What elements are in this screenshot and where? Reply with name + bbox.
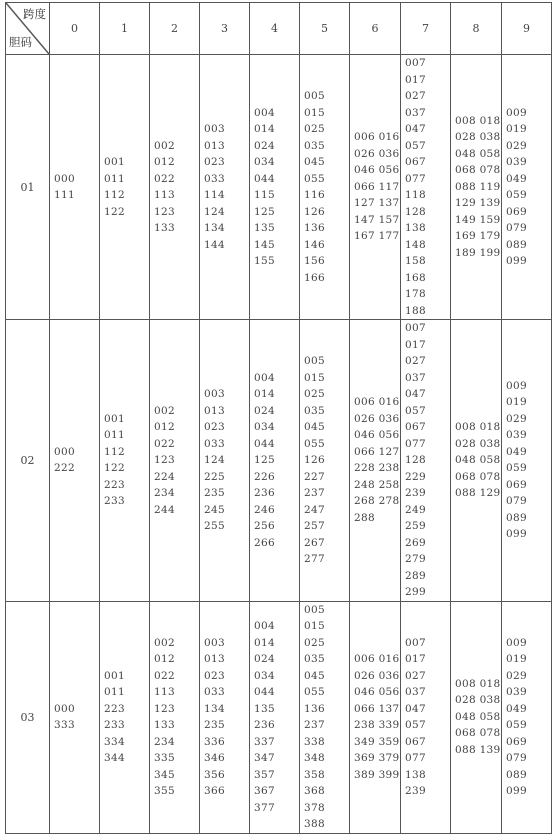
combination-line: 044 115 xyxy=(254,172,275,201)
combination-line: 257 267 xyxy=(304,520,325,549)
combination-line: 088 129 xyxy=(455,487,501,499)
combination-line: 235 245 xyxy=(204,487,225,516)
combination-line: 338 348 xyxy=(304,735,325,764)
combination-cell xyxy=(350,55,401,320)
combination-line: 124 225 xyxy=(204,454,225,483)
combination-line: 378 388 xyxy=(304,801,325,830)
combination-cell xyxy=(451,55,502,320)
combination-line: 004 014 xyxy=(254,371,275,400)
combination-line: 048 058 xyxy=(455,147,501,160)
combination-line: 356 366 xyxy=(204,768,225,797)
combination-line: 158 168 xyxy=(405,255,426,284)
combination-cell xyxy=(200,55,250,320)
combination-line: 369 379 xyxy=(354,752,400,764)
combination-line: 129 139 xyxy=(455,197,501,210)
combination-cell xyxy=(100,601,150,833)
span-dan-table xyxy=(5,2,552,834)
combination-line: 045 055 xyxy=(304,156,325,185)
combination-line: 088 139 xyxy=(455,743,501,756)
combination-cell xyxy=(300,320,350,602)
combination-cell xyxy=(502,320,552,602)
combination-line: 112 122 xyxy=(104,445,125,475)
dan-axis-label: 胆码 xyxy=(9,35,32,49)
combination-line: 025 035 xyxy=(304,388,325,417)
combination-line: 066 117 xyxy=(354,180,400,193)
combination-line: 023 033 xyxy=(204,669,225,698)
combination-line: 000 333 xyxy=(54,702,75,731)
combination-cell xyxy=(350,601,401,833)
combination-line: 029 039 xyxy=(506,412,527,442)
combination-cell xyxy=(100,320,150,602)
combination-line: 009 019 xyxy=(506,106,527,135)
combination-line: 001 011 xyxy=(104,669,125,698)
combination-line: 089 099 xyxy=(506,238,527,267)
span-axis-label: 跨度 xyxy=(23,7,46,21)
combination-line: 145 155 xyxy=(254,238,275,267)
combination-line: 367 377 xyxy=(254,785,275,814)
corner-header-cell xyxy=(6,3,50,55)
combination-line: 248 258 xyxy=(354,478,400,491)
combination-line: 347 357 xyxy=(254,752,275,781)
combination-line: 089 099 xyxy=(506,768,527,797)
combination-line: 047 057 xyxy=(405,388,426,417)
combination-line: 022 113 xyxy=(154,669,175,698)
combination-line: 234 335 xyxy=(154,735,175,764)
combination-line: 048 058 xyxy=(455,454,501,466)
combination-line: 008 018 xyxy=(455,677,501,690)
combination-line: 136 237 xyxy=(304,702,325,731)
combination-cell xyxy=(250,601,300,833)
span-header: 8 xyxy=(451,3,502,55)
combination-cell xyxy=(200,601,250,833)
combination-cell xyxy=(401,601,451,833)
combination-line: 149 159 xyxy=(455,213,501,226)
combination-line: 023 033 xyxy=(204,421,225,450)
combination-cell xyxy=(401,55,451,320)
combination-line: 255 xyxy=(204,520,225,532)
combination-line: 189 199 xyxy=(455,246,501,259)
combination-line: 239 249 xyxy=(405,487,426,516)
combination-cell xyxy=(150,320,200,602)
combination-cell xyxy=(401,320,451,602)
combination-line: 029 039 xyxy=(506,139,527,168)
combination-line: 138 148 xyxy=(405,222,426,251)
combination-cell xyxy=(50,55,100,320)
combination-line: 238 339 xyxy=(354,719,400,731)
combination-line: 068 078 xyxy=(455,164,501,177)
combination-line: 049 059 xyxy=(506,445,527,475)
combination-line: 003 013 xyxy=(204,123,225,152)
combination-line: 024 034 xyxy=(254,653,275,682)
combination-line: 006 016 xyxy=(354,131,400,144)
span-header: 6 xyxy=(350,3,401,55)
combination-line: 025 035 xyxy=(304,636,325,665)
combination-cell xyxy=(451,601,502,833)
combination-line: 068 078 xyxy=(455,727,501,740)
combination-line: 028 038 xyxy=(455,131,501,144)
combination-cell xyxy=(451,320,502,602)
combination-cell xyxy=(50,320,100,602)
combination-line: 126 227 xyxy=(304,454,325,483)
combination-line: 134 235 xyxy=(204,702,225,731)
combination-line: 279 289 xyxy=(405,553,426,582)
combination-line: 067 077 xyxy=(405,421,426,450)
combination-line: 244 xyxy=(154,503,175,516)
combination-line: 007 017 xyxy=(405,636,426,665)
span-header: 4 xyxy=(250,3,300,55)
combination-line: 048 058 xyxy=(455,710,501,723)
header-row xyxy=(6,3,552,55)
combination-line: 024 034 xyxy=(254,404,275,433)
combination-line: 069 079 xyxy=(506,478,527,508)
combination-line: 389 399 xyxy=(354,768,400,781)
combination-line: 066 137 xyxy=(354,702,400,715)
combination-cell xyxy=(150,601,200,833)
combination-cell xyxy=(350,320,401,602)
combination-line: 022 113 xyxy=(154,172,175,201)
combination-line: 024 034 xyxy=(254,139,275,168)
combination-line: 223 233 xyxy=(104,702,125,731)
combination-line: 028 038 xyxy=(455,694,501,707)
combination-line: 007 017 xyxy=(405,57,426,86)
span-header: 3 xyxy=(200,3,250,55)
combination-line: 089 099 xyxy=(506,511,527,541)
dan-row xyxy=(6,55,552,320)
combination-line: 005 015 xyxy=(304,90,325,119)
combination-line: 169 179 xyxy=(455,230,501,243)
dan-row-header: 03 xyxy=(6,601,50,833)
combination-line: 002 012 xyxy=(154,139,175,168)
combination-line: 027 037 xyxy=(405,90,426,119)
combination-line: 005 015 xyxy=(304,355,325,384)
combination-line: 114 124 xyxy=(204,189,225,218)
combination-line: 123 133 xyxy=(154,702,175,731)
dan-row-header: 01 xyxy=(6,55,50,320)
combination-line: 068 078 xyxy=(455,470,501,483)
combination-line: 147 157 xyxy=(354,213,400,226)
combination-line: 025 035 xyxy=(304,123,325,152)
combination-line: 128 229 xyxy=(405,454,426,483)
combination-line: 001 011 xyxy=(104,412,125,442)
combination-line: 334 344 xyxy=(104,735,125,764)
combination-line: 008 018 xyxy=(455,421,501,433)
combination-line: 049 059 xyxy=(506,702,527,731)
combination-line: 044 125 xyxy=(254,437,275,466)
combination-line: 047 057 xyxy=(405,123,426,152)
combination-line: 000 222 xyxy=(54,445,75,475)
combination-line: 069 079 xyxy=(506,205,527,234)
combination-line: 029 039 xyxy=(506,669,527,698)
combination-line: 358 368 xyxy=(304,768,325,797)
dan-row xyxy=(6,601,552,833)
combination-line: 259 269 xyxy=(405,520,426,549)
combination-line: 000 111 xyxy=(54,172,75,201)
combination-line: 345 355 xyxy=(154,768,175,797)
combination-line: 349 359 xyxy=(354,735,400,748)
combination-cell xyxy=(250,320,300,602)
combination-line: 246 256 xyxy=(254,503,275,532)
span-header: 1 xyxy=(100,3,150,55)
span-header: 5 xyxy=(300,3,350,55)
combination-cell xyxy=(150,55,200,320)
combination-line: 178 188 xyxy=(405,288,426,317)
combination-line: 002 012 xyxy=(154,404,175,433)
combination-line: 044 135 xyxy=(254,686,275,715)
combination-line: 266 xyxy=(254,536,275,549)
combination-line: 067 077 xyxy=(405,156,426,185)
combination-cell xyxy=(502,601,552,833)
combination-line: 136 146 xyxy=(304,222,325,251)
combination-line: 006 016 xyxy=(354,653,400,665)
combination-line: 299 xyxy=(405,586,426,598)
combination-line: 046 056 xyxy=(354,686,400,698)
combination-line: 277 xyxy=(304,553,325,565)
combination-line: 288 xyxy=(354,511,375,524)
combination-line: 045 055 xyxy=(304,669,325,698)
combination-line: 047 057 xyxy=(405,702,426,731)
combination-line: 118 128 xyxy=(405,189,426,218)
combination-line: 045 055 xyxy=(304,421,325,450)
combination-line: 005 015 xyxy=(304,603,325,632)
combination-line: 046 056 xyxy=(354,164,400,177)
combination-line: 049 059 xyxy=(506,172,527,201)
combination-line: 223 233 xyxy=(104,478,125,508)
combination-line: 134 144 xyxy=(204,222,225,251)
combination-line: 046 056 xyxy=(354,429,400,442)
combination-line: 006 016 xyxy=(354,396,400,409)
combination-line: 224 234 xyxy=(154,470,175,499)
combination-line: 112 122 xyxy=(104,189,125,218)
combination-line: 088 119 xyxy=(455,180,501,193)
span-header: 0 xyxy=(50,3,100,55)
combination-line: 028 038 xyxy=(455,437,501,450)
combination-cell xyxy=(300,55,350,320)
combination-line: 226 236 xyxy=(254,470,275,499)
span-header: 9 xyxy=(502,3,552,55)
combination-cell xyxy=(50,601,100,833)
combination-line: 116 126 xyxy=(304,189,325,218)
combination-line: 236 337 xyxy=(254,719,275,748)
combination-line: 007 017 xyxy=(405,322,426,351)
combination-line: 156 166 xyxy=(304,255,325,284)
combination-line: 003 013 xyxy=(204,636,225,665)
combination-line: 127 137 xyxy=(354,197,400,210)
combination-line: 002 012 xyxy=(154,636,175,665)
combination-line: 123 133 xyxy=(154,205,175,234)
combination-line: 228 238 xyxy=(354,462,400,475)
combination-line: 022 123 xyxy=(154,437,175,466)
combination-line: 138 239 xyxy=(405,768,426,797)
dan-row-header: 02 xyxy=(6,320,50,602)
combination-line: 003 013 xyxy=(204,388,225,417)
combination-line: 027 037 xyxy=(405,669,426,698)
combination-line: 001 011 xyxy=(104,156,125,185)
combination-line: 026 036 xyxy=(354,412,400,425)
combination-line: 027 037 xyxy=(405,355,426,384)
combination-cell xyxy=(300,601,350,833)
combination-cell xyxy=(502,55,552,320)
combination-line: 066 127 xyxy=(354,445,400,458)
combination-line: 009 019 xyxy=(506,379,527,409)
combination-line: 069 079 xyxy=(506,735,527,764)
combination-line: 009 019 xyxy=(506,636,527,665)
combination-line: 026 036 xyxy=(354,147,400,160)
span-header: 7 xyxy=(401,3,451,55)
combination-line: 237 247 xyxy=(304,487,325,516)
dan-row xyxy=(6,320,552,602)
span-header: 2 xyxy=(150,3,200,55)
combination-cell xyxy=(100,55,150,320)
combination-line: 167 177 xyxy=(354,230,400,243)
combination-line: 026 036 xyxy=(354,669,400,682)
combination-line: 004 014 xyxy=(254,106,275,135)
combination-line: 008 018 xyxy=(455,114,501,127)
combination-line: 268 278 xyxy=(354,495,400,508)
combination-line: 336 346 xyxy=(204,735,225,764)
combination-cell xyxy=(200,320,250,602)
combination-line: 004 014 xyxy=(254,620,275,649)
combination-cell xyxy=(250,55,300,320)
combination-line: 067 077 xyxy=(405,735,426,764)
combination-line: 125 135 xyxy=(254,205,275,234)
combination-line: 023 033 xyxy=(204,156,225,185)
